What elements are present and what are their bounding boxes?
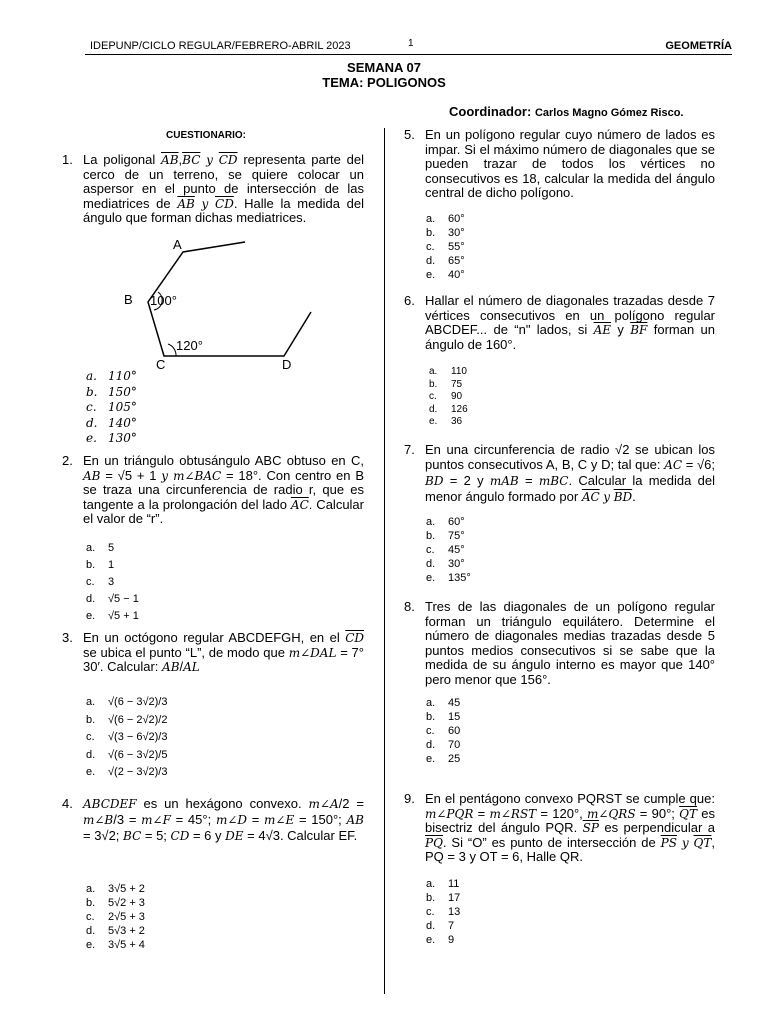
question-text: En una circunferencia de radio √2 se ubican los puntos consecutivos A, B, C y D; tal que: AC = √6; BD = 2 y mAB = mBC. Calcular la medida del menor ángulo formado por $\overline{AC}$ y $\overline{BD}$. xyxy=(425,442,715,504)
option-c[interactable]: c. 45° xyxy=(426,544,465,556)
question-number: 4. xyxy=(62,796,73,811)
option-d[interactable]: d. 5√3 + 2 xyxy=(86,925,145,937)
question-3 xyxy=(62,631,364,675)
option-d[interactable]: d. 70 xyxy=(426,739,461,751)
option-b[interactable]: b. 17 xyxy=(426,892,461,904)
question-1 xyxy=(62,153,364,226)
question-9 xyxy=(404,792,715,865)
question-number: 8. xyxy=(404,599,415,614)
option-b[interactable]: b. √(6 − 2√2)/2 xyxy=(86,713,168,726)
option-d[interactable]: d. 65° xyxy=(426,255,465,267)
option-a[interactable]: a. 3√5 + 2 xyxy=(86,883,145,895)
options-q1 xyxy=(86,369,137,447)
question-7 xyxy=(404,442,715,505)
question-2 xyxy=(62,454,364,527)
option-e[interactable]: e. 25 xyxy=(426,753,461,765)
column-divider xyxy=(384,128,385,994)
options-q2 xyxy=(86,540,139,625)
question-text: En un triángulo obtusángulo ABC obtuso en C, AB = √5 + 1 y m∠BAC = 18°. Con centro en B se traza una circunferencia de radio r, que es tangente a la prolongación del lado $\overline{AC}$. Calcular el valor de “r”. xyxy=(83,453,364,526)
option-b[interactable]: b. 15 xyxy=(426,711,461,723)
options-q3 xyxy=(86,694,167,782)
option-b[interactable]: b. 75° xyxy=(426,530,465,542)
option-b[interactable]: b. 1 xyxy=(86,559,115,571)
options-q6 xyxy=(429,366,468,429)
angle-c-label: 120° xyxy=(176,338,203,353)
question-text: Hallar el número de diagonales trazadas desde 7 vértices consecutivos en un polígono regular ABCDEF... de “n" lados, si $\overline{AE}$ y $\overline{BF}$ forman un ángulo de 160°. xyxy=(425,293,715,352)
question-number: 6. xyxy=(404,293,415,308)
page-number: 1 xyxy=(408,38,414,49)
angle-b-label: 100° xyxy=(150,293,177,308)
option-c[interactable]: c. 2√5 + 3 xyxy=(86,911,145,923)
option-e[interactable]: e. 3√5 + 4 xyxy=(86,939,145,951)
angle-arc-c xyxy=(168,344,176,356)
option-a[interactable]: a. 110° xyxy=(86,369,137,383)
question-text: En el pentágono convexo PQRST se cumple que: m∠PQR = m∠RST = 120°, m∠QRS = 90°; $\overline{QT}$ es bisectriz del ángulo PQR. $\overline{SP}$ es perpendicular a $\overline{PQ}$. Si “O” es punto de intersección de $\overline{PS}$ y $\overline{QT}$, PQ = 3 y OT = 6, Halle QR. xyxy=(425,791,715,864)
option-d[interactable]: d. 7 xyxy=(426,920,455,932)
question-text: La poligonal $\overline{AB},\overline{BC}$ y $\overline{CD}$ representa parte del cerco de un terreno, se quiere colocar un aspersor en el punto de intersección de las mediatrices de $\overline{AB}$ y $\overline{CD}$. Halle la medida del ángulo que forman dichas mediatrices. xyxy=(83,152,364,225)
polygon-figure xyxy=(110,232,320,372)
question-8 xyxy=(404,600,715,687)
option-e[interactable]: e. 40° xyxy=(426,269,465,281)
option-e[interactable]: e. 135° xyxy=(426,572,471,584)
option-a[interactable]: a. 11 xyxy=(426,878,460,890)
option-c[interactable]: c. 3 xyxy=(86,576,115,588)
question-text: En un octógono regular ABCDEFGH, en el $\overline{CD}$ se ubica el punto “L”, de modo que m∠DAL = 7° 30′. Calcular: AB/AL xyxy=(83,630,364,674)
question-number: 1. xyxy=(62,152,73,167)
option-d[interactable]: d. 140° xyxy=(86,415,137,430)
option-c[interactable]: c. √(3 − 6√2)/3 xyxy=(86,731,168,743)
options-q5 xyxy=(426,212,465,282)
option-c[interactable]: c. 90 xyxy=(429,391,463,403)
vertex-a: A xyxy=(173,237,182,252)
section-title: CUESTIONARIO: xyxy=(166,130,246,141)
header-subject: GEOMETRÍA xyxy=(665,40,732,52)
option-b[interactable]: b. 5√2 + 3 xyxy=(86,897,145,909)
header-rule xyxy=(85,54,732,55)
vertex-b: B xyxy=(124,292,133,307)
question-4 xyxy=(62,796,364,844)
option-c[interactable]: c. 13 xyxy=(426,906,461,918)
options-q4 xyxy=(86,882,145,952)
option-e[interactable]: e. 36 xyxy=(429,416,463,428)
coordinator-label: Coordinador: xyxy=(449,104,532,119)
question-number: 3. xyxy=(62,630,73,645)
option-c[interactable]: c. 105° xyxy=(86,400,137,414)
coordinator-name: Carlos Magno Gómez Risco. xyxy=(534,107,684,119)
question-text: ABCDEF es un hexágono convexo. m∠A/2 = m∠B/3 = m∠F = 45°; m∠D = m∠E = 150°; AB = 3√2; BC = 5; CD = 6 y DE = 4√3. Calcular EF. xyxy=(83,796,365,843)
question-number: 9. xyxy=(404,791,415,806)
question-5 xyxy=(404,128,715,201)
vertex-c: C xyxy=(156,357,166,372)
option-a[interactable]: a. 110 xyxy=(429,366,467,377)
question-number: 2. xyxy=(62,453,73,468)
option-a[interactable]: a. 60° xyxy=(426,213,465,225)
option-e[interactable]: e. √5 + 1 xyxy=(86,610,139,622)
question-text: Tres de las diagonales de un polígono regular forman un triángulo equilátero. Determine el número de diagonales medias trazadas desde 5 puntos medios consecutivos si se sabe que la medida de su ángulo interno es mayor que 140° pero menor que 156°. xyxy=(425,599,715,687)
header-left: IDEPUNP/CICLO REGULAR/FEBRERO-ABRIL 2023 xyxy=(90,40,351,52)
option-d[interactable]: d. 30° xyxy=(426,558,465,570)
option-c[interactable]: c. 55° xyxy=(426,241,465,253)
question-text: En un polígono regular cuyo número de lados es impar. Si el máximo número de diagonales que se pueden trazar de todos los vértices no consecutivos es 18, calcular la medida del ángulo central de dicho polígono. xyxy=(425,127,715,200)
option-e[interactable]: e. 9 xyxy=(426,934,455,946)
option-d[interactable]: d. √5 − 1 xyxy=(86,593,139,605)
coordinator xyxy=(449,104,683,119)
question-number: 5. xyxy=(404,127,415,142)
option-a[interactable]: a. 45 xyxy=(426,697,461,709)
option-b[interactable]: b. 150° xyxy=(86,384,137,399)
vertex-d: D xyxy=(282,357,292,372)
option-a[interactable]: a. 60° xyxy=(426,516,465,528)
options-q7 xyxy=(426,515,471,585)
option-d[interactable]: d. √(6 − 3√2)/5 xyxy=(86,748,168,761)
option-b[interactable]: b. 30° xyxy=(426,227,465,239)
option-e[interactable]: e. √(2 − 3√2)/3 xyxy=(86,766,168,778)
option-c[interactable]: c. 60 xyxy=(426,725,461,737)
topic-title: TEMA: POLIGONOS xyxy=(322,75,446,90)
question-number: 7. xyxy=(404,442,415,457)
options-q9 xyxy=(426,877,460,947)
option-d[interactable]: d. 126 xyxy=(429,403,468,415)
options-q8 xyxy=(426,696,460,766)
question-6 xyxy=(404,294,715,352)
option-b[interactable]: b. 75 xyxy=(429,378,463,390)
option-a[interactable]: a. √(6 − 3√2)/3 xyxy=(86,696,168,708)
option-a[interactable]: a. 5 xyxy=(86,542,115,554)
option-e[interactable]: e. 130° xyxy=(86,431,137,445)
week-title: SEMANA 07 xyxy=(347,60,421,75)
